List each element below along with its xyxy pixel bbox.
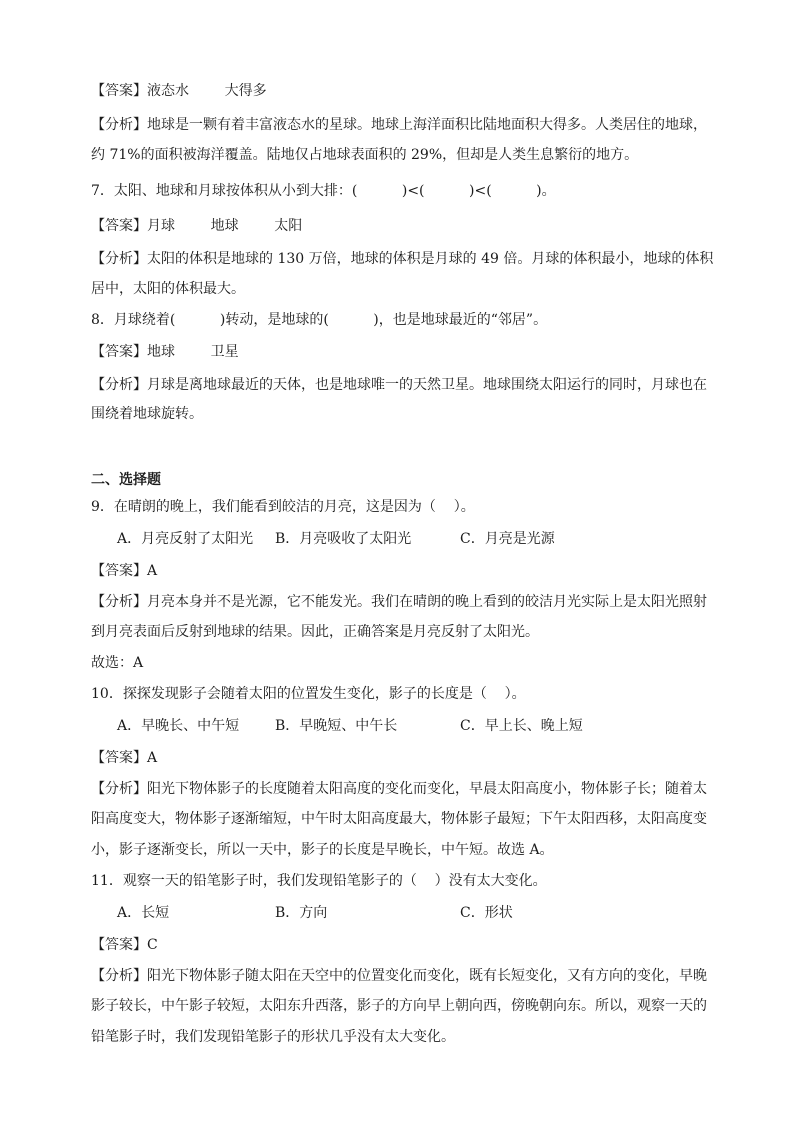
- question-9: 9．在晴朗的晚上，我们能看到皎洁的月亮，这是因为（ ）。: [91, 499, 475, 515]
- analysis-line: 到月亮表面后反射到地球的结果。因此，正确答案是月亮反射了太阳光。: [91, 624, 539, 640]
- option-a: A．月亮反射了太阳光: [117, 531, 254, 547]
- answer-line: 【答案】C: [91, 937, 158, 953]
- options-row: [117, 716, 717, 736]
- analysis-line: 影子较长，中午影子较短，太阳东升西落，影子的方向早上朝向西，傍晚朝向东。所以，观察一天的: [91, 998, 707, 1014]
- analysis-line: 【分析】阳光下物体影子随太阳在天空中的位置变化而变化，既有长短变化，又有方向的变化，早晚: [91, 968, 707, 984]
- question-8: 8．月球绕着( )转动，是地球的( )，也是地球最近的“邻居”。: [91, 312, 548, 328]
- question-7: 7．太阳、地球和月球按体积从小到大排：( )<( )<( )。: [91, 183, 556, 199]
- analysis-line: 小，影子逐渐变长，所以一天中，影子的长度是早晚长，中午短。故选 A。: [91, 842, 554, 858]
- analysis-line: 【分析】阳光下物体影子的长度随着太阳高度的变化而变化，早晨太阳高度小，物体影子长；随着太: [91, 781, 707, 797]
- analysis-line: 阳高度变大，物体影子逐渐缩短，中午时太阳高度最大，物体影子最短；下午太阳西移，太阳高度变: [91, 811, 707, 827]
- answer-line: 【答案】A: [91, 563, 158, 579]
- option-b: B．月亮吸收了太阳光: [275, 531, 412, 547]
- option-a: A．早晚长、中午短: [117, 718, 240, 734]
- analysis-line: 铅笔影子时，我们发现铅笔影子的形状几乎没有太大变化。: [91, 1029, 455, 1045]
- option-c: C．形状: [460, 905, 513, 921]
- answer-line: 【答案】A: [91, 750, 158, 766]
- answer-line: 【答案】液态水 大得多: [91, 83, 267, 99]
- option-a: A．长短: [117, 905, 170, 921]
- question-10: 10．探探发现影子会随着太阳的位置发生变化，影子的长度是（ ）。: [91, 686, 526, 702]
- analysis-line: 居中，太阳的体积最大。: [91, 281, 245, 297]
- analysis-line: 【分析】太阳的体积是地球的 130 万倍，地球的体积是月球的 49 倍。月球的体积最小，地球的体积: [91, 251, 714, 267]
- answer-line: 【答案】地球 卫星: [91, 344, 239, 360]
- conclusion-line: 故选：A: [91, 655, 144, 671]
- option-c: C．月亮是光源: [460, 531, 555, 547]
- answer-line: 【答案】月球 地球 太阳: [91, 218, 303, 234]
- option-b: B．早晚短、中午长: [275, 718, 398, 734]
- question-11: 11．观察一天的铅笔影子时，我们发现铅笔影子的（ ）没有太大变化。: [91, 873, 547, 889]
- option-c: C．早上长、晚上短: [460, 718, 583, 734]
- options-row: [117, 529, 717, 549]
- options-row: [117, 903, 717, 923]
- analysis-line: 围绕着地球旋转。: [91, 406, 203, 422]
- option-b: B．方向: [275, 905, 328, 921]
- analysis-line: 【分析】地球是一颗有着丰富液态水的星球。地球上海洋面积比陆地面积大得多。人类居住的地球，: [91, 117, 707, 133]
- analysis-line: 【分析】月球是离地球最近的天体，也是地球唯一的天然卫星。地球围绕太阳运行的同时，月球也在: [91, 377, 707, 393]
- section-title: 二、选择题: [91, 472, 161, 488]
- analysis-line: 约 71%的面积被海洋覆盖。陆地仅占地球表面积的 29%，但却是人类生息繁衍的地方。: [91, 147, 639, 163]
- analysis-line: 【分析】月亮本身并不是光源，它不能发光。我们在晴朗的晚上看到的皎洁月光实际上是太阳光照射: [91, 594, 707, 610]
